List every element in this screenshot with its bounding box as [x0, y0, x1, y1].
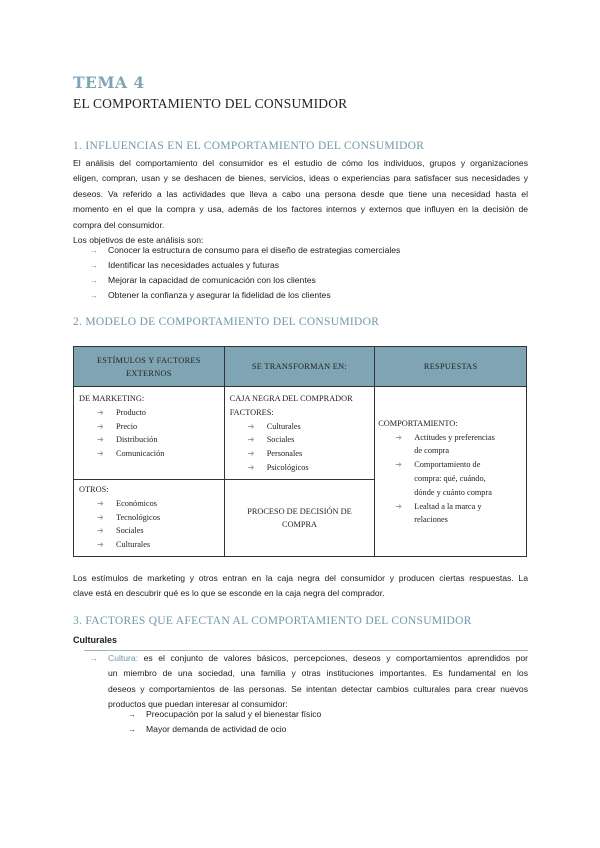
header-cell: SE TRANSFORMAN EN:	[224, 347, 375, 387]
arrow-icon: ➔	[97, 435, 104, 445]
cultura-paragraph	[90, 651, 528, 713]
section-2-heading: 2. MODELO DE COMPORTAMIENTO DEL CONSUMIDOR	[73, 316, 380, 328]
list-item: ➔ Actitudes y preferencias de compra	[378, 431, 522, 459]
paragraph-line: un miembro de una sociedad, una familia y otras instituciones importantes. Es fundamental en los	[108, 668, 528, 679]
section-1-heading: 1. INFLUENCIAS EN EL COMPORTAMIENTO DEL CONSUMIDOR	[73, 140, 425, 152]
list-item: ➔ Sociales	[79, 524, 220, 538]
list-item: → Obtener la confianza y asegurar la fidelidad de los clientes	[90, 288, 400, 303]
header-cell: ESTÍMULOS Y FACTORES EXTERNOS	[74, 347, 225, 387]
list-item: ➔ Culturales	[79, 538, 220, 552]
behavior-label: COMPORTAMIENTO:	[378, 418, 458, 428]
list-item: ➔ Personales	[230, 447, 371, 461]
factors-label: FACTORES:	[229, 407, 274, 417]
others-cell	[74, 480, 225, 557]
objectives-list	[90, 243, 400, 303]
decision-process-cell	[224, 480, 375, 557]
arrow-icon: ➔	[97, 449, 104, 459]
arrow-icon: ➔	[247, 421, 255, 431]
paragraph-line: deseos y comportamientos de las personas. Se intentan detectar cambios culturales para crear nuevos	[108, 683, 528, 694]
paragraph-line: El análisis del comportamiento del consumidor es el estudio de cómo los individuos, grupos y organizaciones	[73, 158, 528, 168]
list-item: ➔ Distribución	[79, 433, 220, 447]
list-item: → Preocupación por la salud y el bienestar físico	[128, 707, 321, 722]
list-item: ➔ Psicológicos	[230, 461, 371, 475]
list-item: ➔ Económicos	[79, 497, 220, 511]
list-item: → Mejorar la capacidad de comunicación con los clientes	[90, 273, 400, 288]
paragraph-line: compra del consumidor.	[73, 219, 165, 230]
cultura-term: Cultura:	[108, 653, 139, 663]
arrow-icon: →	[90, 291, 98, 300]
decision-process-line: PROCESO DE DECISIÓN DE	[247, 506, 352, 516]
list-item: ➔ Culturales	[230, 420, 371, 434]
list-item: ➔ Tecnológicos	[79, 511, 220, 525]
cultura-list	[128, 707, 321, 737]
paragraph-line: eligen, compran, usan y se deshacen de bienes, servicios, ideas o experiencias para satisfacer sus necesidades y	[73, 173, 528, 184]
arrow-icon: ➔	[97, 512, 104, 522]
document-title: EL COMPORTAMIENTO DEL CONSUMIDOR	[73, 96, 348, 111]
paragraph-line: productos que puedan interesar al consumidor:	[108, 699, 288, 710]
arrow-icon: ➔	[247, 449, 255, 459]
arrow-icon: ➔	[97, 407, 104, 417]
arrow-icon: →	[128, 710, 136, 719]
list-item: ➔ Lealtad a la marca y relaciones	[378, 500, 522, 528]
paragraph-line: momento en el que la compra y usa, además de los factores internos y externos que influyen en la decisión de	[73, 204, 528, 215]
others-label: OTROS:	[79, 485, 109, 494]
arrow-icon: ➔	[395, 460, 402, 470]
marketing-cell	[74, 387, 225, 480]
list-item: ➔ Sociales	[230, 433, 371, 447]
marketing-label: DE MARKETING:	[79, 394, 145, 403]
paragraph-line: deseos. Va referido a las actividades que lleva a cabo una persona desde que tiene una necesidad hasta el	[73, 188, 528, 199]
arrow-icon: →	[90, 276, 98, 285]
arrow-icon: ➔	[97, 526, 104, 536]
arrow-icon: →	[90, 261, 98, 270]
section-3-heading: 3. FACTORES QUE AFECTAN AL COMPORTAMIENTO DEL CONSUMIDOR	[73, 615, 472, 627]
header-cell: RESPUESTAS	[375, 347, 527, 387]
decision-process-line: COMPRA	[281, 520, 317, 529]
table-header-row	[74, 347, 527, 387]
tema-title: TEMA 4	[73, 73, 145, 92]
arrow-icon: →	[90, 246, 98, 255]
list-item: → Identificar las necesidades actuales y futuras	[90, 258, 400, 273]
arrow-icon: ➔	[97, 540, 104, 550]
arrow-icon: ➔	[97, 421, 104, 431]
list-item: → Conocer la estructura de consumo para el diseño de estrategias comerciales	[90, 243, 400, 258]
consumer-model-table	[73, 346, 527, 557]
arrow-icon: →	[90, 654, 98, 663]
arrow-icon: ➔	[97, 498, 104, 508]
arrow-icon: ➔	[247, 435, 255, 445]
list-item: ➔ Precio	[79, 420, 220, 434]
paragraph-line: Los estímulos de marketing y otros entran en la caja negra del consumidor y producen ciertas respuestas. La	[73, 573, 528, 583]
objectives-intro: Los objetivos de este análisis son:	[73, 235, 204, 246]
list-item: → Mayor demanda de actividad de ocio	[128, 722, 321, 737]
paragraph-line: → Cultura: es el conjunto de valores básicos, percepciones, deseos y comportamientos aprendidos por	[90, 651, 528, 666]
arrow-icon: ➔	[395, 432, 402, 442]
section-2-paragraph	[73, 571, 528, 602]
table-row	[74, 387, 527, 480]
responses-cell	[375, 387, 527, 557]
section-1-paragraph	[73, 156, 528, 248]
list-item: ➔ Comportamiento de compra: qué, cuándo, dónde y cuánto compra	[378, 458, 522, 499]
black-box-cell	[224, 387, 375, 480]
arrow-icon: ➔	[247, 462, 255, 472]
arrow-icon: →	[128, 725, 136, 734]
paragraph-line: clave está en descubrir qué es lo que se esconde en la caja negra del comprador.	[73, 588, 385, 599]
list-item: ➔ Producto	[79, 406, 220, 420]
black-box-label: CAJA NEGRA DEL COMPRADOR	[229, 394, 353, 403]
list-item: ➔ Comunicación	[79, 447, 220, 461]
arrow-icon: ➔	[395, 501, 402, 511]
culturales-subheading: Culturales	[73, 635, 118, 645]
